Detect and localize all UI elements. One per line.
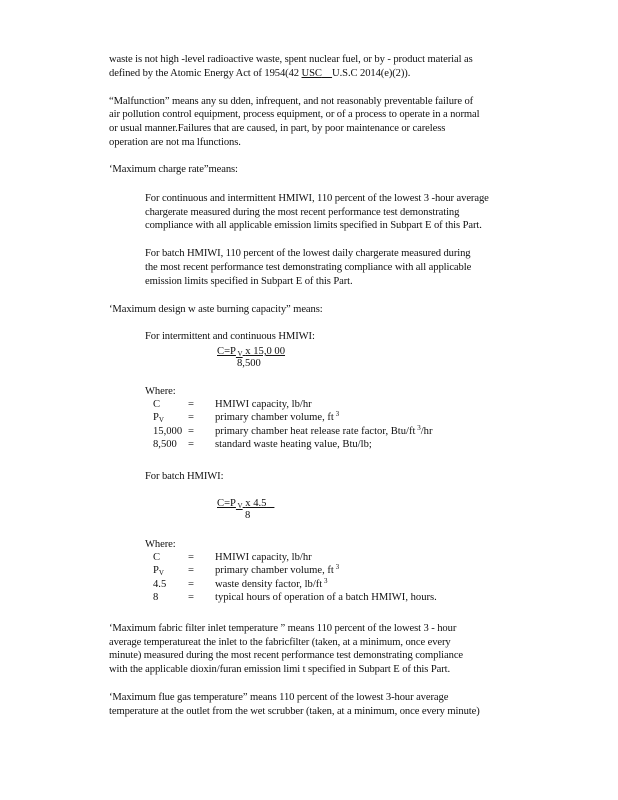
formula-factor: x 15,0 00 xyxy=(245,346,286,357)
equals-sign: = xyxy=(188,578,194,590)
text-line: For batch HMIWI, 110 percent of the lowest daily chargerate measured during xyxy=(145,248,471,259)
definition-row xyxy=(153,564,483,577)
equals-sign: = xyxy=(188,439,194,451)
equals-sign: = xyxy=(188,592,194,604)
text-line: waste is not high -level radioactive waste, spent nuclear fuel, or by - product material as xyxy=(109,54,473,65)
equals-sign: = xyxy=(188,399,194,410)
text-line: compliance with all applicable emission limits specified in Subpart E of this Part. xyxy=(145,220,482,231)
text-line: temperature at the outlet from the wet scrubber (taken, at a minimum, once every minute) xyxy=(109,706,480,717)
text-line: For continuous and intermittent HMIWI, 110 percent of the lowest 3 -hour average xyxy=(145,193,489,204)
symbol-subscript: V xyxy=(158,569,164,578)
text-line: ‘Maximum fabric filter inlet temperature ” means 110 percent of the lowest 3 - hour xyxy=(109,623,457,634)
text-line: operation are not ma lfunctions. xyxy=(109,137,241,148)
text-fragment: defined by the Atomic Energy Act of 1954(42 xyxy=(109,68,302,79)
definition-text: HMIWI capacity, lb/hr xyxy=(215,552,312,563)
text-line: chargerate measured during the most recent performance test demonstrating xyxy=(145,207,460,218)
where-label: Where: xyxy=(145,539,176,550)
definition-symbol: $P_V$ xyxy=(153,412,164,425)
definition-text: typical hours of operation of a batch HMIWI, hours. xyxy=(215,592,437,604)
text-line: with the applicable dioxin/furan emission limi t specified in Subpart E of this Part. xyxy=(109,664,451,675)
definition-row xyxy=(153,425,483,438)
text-line: air pollution control equipment, process equipment, or of a process to operate in a normal xyxy=(109,109,480,120)
section-heading: ‘Maximum design w aste burning capacity” means: xyxy=(109,304,323,315)
equals-sign: = xyxy=(188,565,194,577)
definition-row xyxy=(153,578,483,591)
definition-symbol: $P_V$ xyxy=(153,565,164,578)
definition-text: primary chamber volume, ft $^3$ xyxy=(215,410,340,424)
definition-symbol: 8,500 xyxy=(153,439,177,451)
equals-sign: = xyxy=(188,425,194,437)
definition-row xyxy=(153,398,483,411)
where-label: Where: xyxy=(145,386,176,397)
formula-denominator: 8,500 xyxy=(237,358,261,369)
definition-row xyxy=(153,411,483,424)
formula-c: C=P xyxy=(217,498,236,509)
definition-superscript: 3 xyxy=(333,563,340,572)
equals-sign: = xyxy=(188,552,194,563)
definition-row xyxy=(153,551,483,564)
formula-c: C=P xyxy=(217,346,236,357)
underline-space xyxy=(322,68,332,79)
symbol-subscript: V xyxy=(158,416,164,425)
definition-text: primary chamber volume, ft $^3$ xyxy=(215,563,340,577)
formula-factor: x 4.5 xyxy=(245,498,267,509)
text-line xyxy=(109,67,410,80)
text-line: For intermittent and continuous HMIWI: xyxy=(145,331,315,342)
definition-text: waste density factor, lb/ft $^3$ xyxy=(215,576,328,590)
text-line: or usual manner.Failures that are caused, in part, by poor maintenance or careless xyxy=(109,123,446,134)
definition-text: standard waste heating value, Btu/lb; xyxy=(215,439,372,451)
definitions-list xyxy=(153,551,483,605)
definition-row xyxy=(153,591,483,604)
formula-sub: V xyxy=(235,502,243,510)
definition-text: HMIWI capacity, lb/hr xyxy=(215,399,312,410)
text-fragment: U.S.C 2014(e)(2)). xyxy=(332,68,411,79)
definition-row xyxy=(153,438,483,451)
definition-text: primary chamber heat release rate factor, Btu/ft $^3$/hr xyxy=(215,423,433,437)
text-line: minute) measured during the most recent performance test demonstrating compliance xyxy=(109,650,464,661)
usc-underlined: USC xyxy=(301,68,322,79)
section-heading: ‘Maximum charge rate”means: xyxy=(109,164,238,175)
text-line: average temperatureat the inlet to the fabricfilter (taken, at a minimum, once every xyxy=(109,637,451,648)
text-line: the most recent performance test demonstrating compliance with all applicable xyxy=(145,262,472,273)
definition-symbol: 4.5 xyxy=(153,578,167,590)
text-line: emission limits specified in Subpart E of this Part. xyxy=(145,276,353,287)
formula-denominator: 8 xyxy=(245,510,251,521)
equals-sign: = xyxy=(188,412,194,424)
text-line: ‘Maximum flue gas temperature” means 110 percent of the lowest 3-hour average xyxy=(109,692,449,703)
text-line: “Malfunction” means any su dden, infrequent, and not reasonably preventable failure of xyxy=(109,96,474,107)
definition-symbol: C xyxy=(153,399,161,410)
definitions-list xyxy=(153,398,483,452)
definition-superscript: 3 xyxy=(333,410,340,419)
text-line: For batch HMIWI: xyxy=(145,471,224,482)
definition-symbol: C xyxy=(153,552,161,563)
definition-symbol: 8 xyxy=(153,592,159,604)
definition-symbol: 15,000 xyxy=(153,425,183,437)
definition-superscript: 3 xyxy=(322,576,328,585)
definition-superscript: 3 xyxy=(415,423,421,432)
formula-sub: V xyxy=(235,350,243,358)
